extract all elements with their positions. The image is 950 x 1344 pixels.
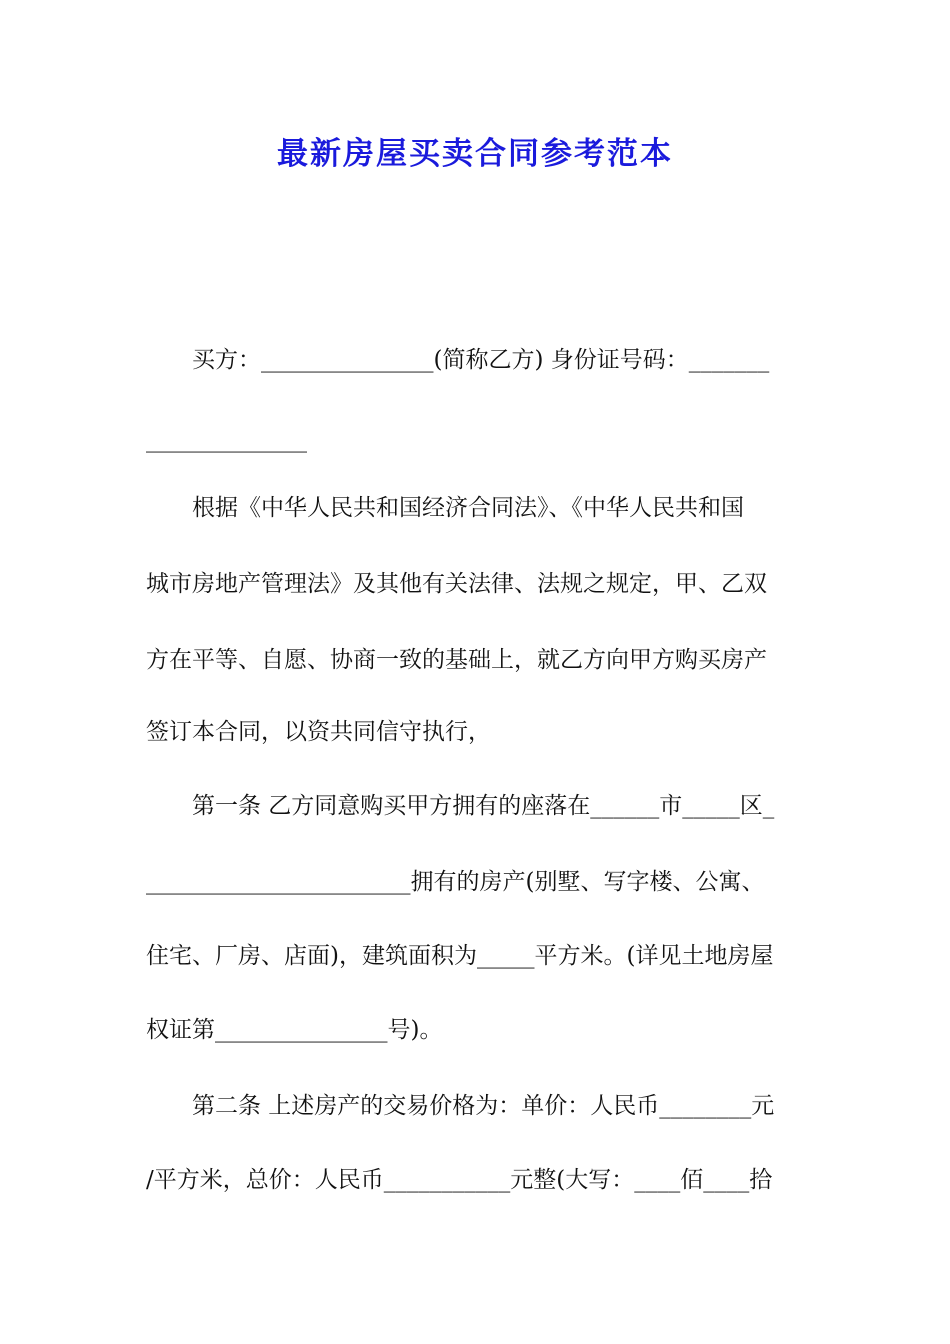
document-title: 最新房屋买卖合同参考范本 — [277, 136, 673, 172]
article-2-line-2: /平方米，总价：人民币___________元整(大写：____佰____拾 — [146, 1167, 773, 1193]
preamble-line-1: 根据《中华人民共和国经济合同法》、《中华人民共和国 — [192, 495, 744, 521]
article-1-line-4: 权证第_______________号)。 — [146, 1017, 443, 1043]
preamble-line-2: 城市房地产管理法》及其他有关法律、法规之规定，甲、乙双 — [146, 571, 767, 597]
article-1-line-3: 住宅、厂房、店面)，建筑面积为_____平方米。(详见土地房屋 — [146, 943, 774, 969]
id-number-continuation: ______________ — [146, 427, 307, 453]
preamble-line-3: 方在平等、自愿、协商一致的基础上，就乙方向甲方购买房产 — [146, 647, 767, 673]
buyer-line: 买方：_______________(简称乙方) 身份证号码：_______ — [192, 347, 770, 373]
article-1-line-2: _______________________拥有的房产(别墅、写字楼、公寓、 — [146, 869, 765, 895]
preamble-line-4: 签订本合同，以资共同信守执行， — [146, 719, 491, 745]
article-1-line-1: 第一条 乙方同意购买甲方拥有的座落在______市_____区_ — [192, 793, 775, 819]
article-2-line-1: 第二条 上述房产的交易价格为：单价：人民币________元 — [192, 1093, 775, 1119]
